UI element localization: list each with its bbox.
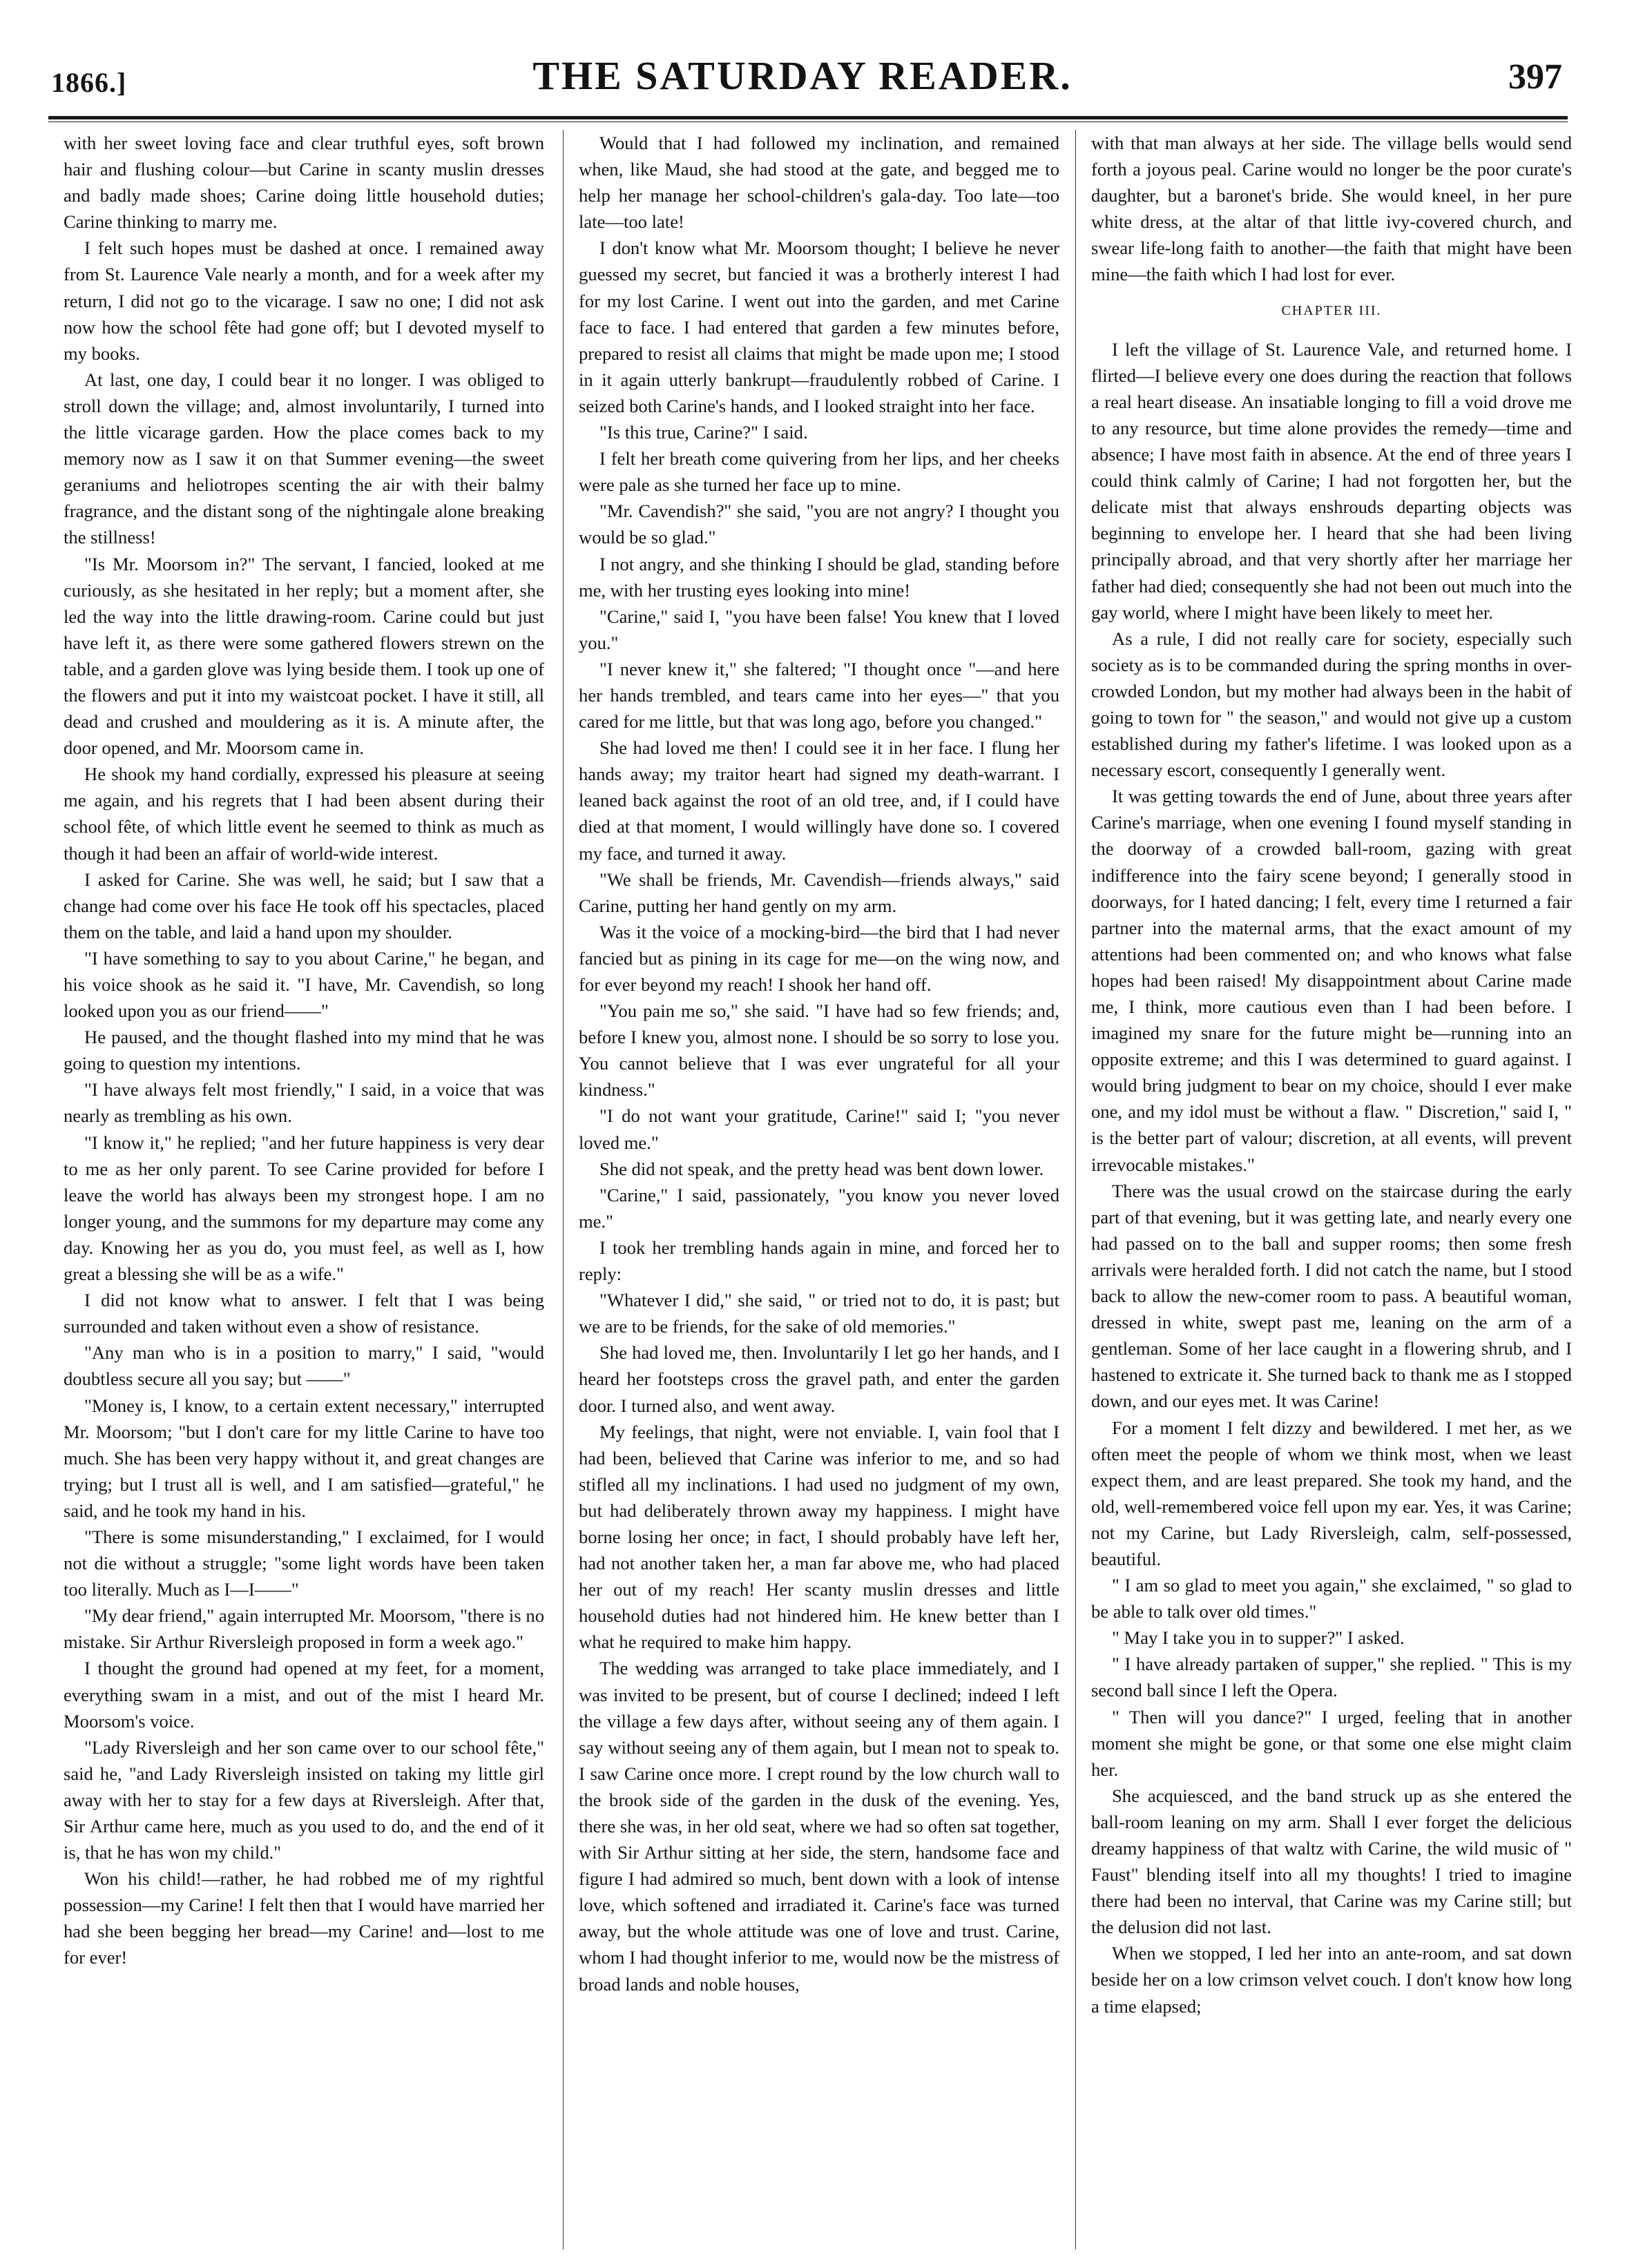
chapter-heading: CHAPTER III. — [1281, 302, 1382, 318]
column-3-before-chapter — [1091, 130, 1572, 288]
paragraph: "Is this true, Carine?" I said. — [599, 422, 808, 443]
paragraph: "Any man who is in a position to marry," I said, "would doubtless secure all you say; but ——" — [64, 1342, 544, 1390]
paragraph: I took her trembling hands again in mine, and forced her to reply: — [579, 1237, 1059, 1285]
paragraph: "I have always felt most friendly," I said, in a voice that was nearly as trembling as his own. — [64, 1079, 544, 1127]
paragraph: For a moment I felt dizzy and bewildered. I met her, as we often meet the people of whom we think most, when we least expect them, and are least prepared. She took my hand, and the old, well-remembered voice fell upon my ear. Yes, it was Carine; not my Carine, but Lady Riversleigh, calm, self-possessed, beautiful. — [1091, 1417, 1572, 1569]
column-3-after-chapter — [1091, 336, 1572, 2019]
paragraph: There was the usual crowd on the staircase during the early part of that evening, but it was getting late, and nearly every one had passed on to the ball and supper rooms; then some fresh arrivals were heralded forth. I did not catch the name, but I stood back to allow the new-comer room to pass. A beautiful woman, dressed in white, swept past me, leaning on the arm of a gentleman. Some of her lace caught in a flowering shrub, and I hastened to extricate it. She turned back to thank me as I stopped down, and our eyes met. It was Carine! — [1091, 1180, 1572, 1412]
paragraph: with that man always at her side. The village bells would send forth a joyous peal. Carine would no longer be the poor curate's daughter, but a baronet's bride. She would kneel, in her pure white dress, at the altar of that little ivy-covered church, and swear life-long faith to another—the faith that might have been mine—the faith which I had lost for ever. — [1091, 133, 1572, 285]
column-divider — [563, 130, 564, 2249]
paragraph: She acquiesced, and the band struck up as she entered the ball-room leaning on my arm. Shall I ever forget the delicious dreamy happiness of that waltz with Carine, the wild music of " Faust" blending itself into all my thoughts! I tried to imagine there had been no interval, that Carine was my Carine still; but the delusion did not last. — [1091, 1785, 1572, 1938]
paragraph: I not angry, and she thinking I should be glad, standing before me, with her trusting eyes looking into mine! — [579, 553, 1059, 601]
paragraph: "I have something to say to you about Carine," he began, and his voice shook as he said it. "I have, Mr. Cavendish, so long looked upon you as our friend——" — [64, 947, 544, 1022]
column-1 — [64, 130, 544, 2249]
paragraph: I did not know what to answer. I felt that I was being surrounded and taken without even a show of resistance. — [64, 1290, 544, 1337]
paragraph: with her sweet loving face and clear truthful eyes, soft brown hair and flushing colour—but Carine in scanty muslin dresses and badly made shoes; Carine doing little household duties; Carine thinking to marry me. — [64, 133, 544, 233]
paragraph: "I never knew it," she faltered; "I thought once "—and here her hands trembled, and tears came into her eyes—" that you cared for me little, but that was long ago, before you changed." — [579, 658, 1059, 733]
paragraph: Would that I had followed my inclination, and remained when, like Maud, she had stood at the gate, and begged me to help her manage her school-children's gala-day. Too late—too late—too late! — [579, 133, 1059, 233]
paragraph: I don't know what Mr. Moorsom thought; I believe he never guessed my secret, but fancied it was a brotherly interest I had for my lost Carine. I went out into the garden, and met Carine face to face. I had entered that garden a few minutes before, prepared to resist all claims that might be made upon me; I stood in it again utterly bankrupt—fraudulently robbed of Carine. I seized both Carine's hands, and I looked straight into her face. — [579, 238, 1059, 416]
paragraph: I left the village of St. Laurence Vale, and returned home. I flirted—I believe every one does during the reaction that follows a real heart disease. An insatiable longing to fill a void drove me to any resource, but time alone provides the remedy—time and absence; I have most faith in absence. At the end of three years I could think calmly of Carine; I had not forgotten her, but the delicate mist that always enshrouds departing objects was beginning to envelope her. I heard that she had been living principally abroad, and that very shortly after her marriage her father had died; consequently she had not been out much into the gay world, where I might have been likely to meet her. — [1091, 338, 1572, 623]
paragraph: Was it the voice of a mocking-bird—the bird that I had never fancied but as pining in its cage for me—on the wing now, and for ever beyond my reach! I shook her hand off. — [579, 921, 1059, 995]
paragraph: He shook my hand cordially, expressed his pleasure at seeing me again, and his regrets that I had been absent during their school fête, of which little event he seemed to think as much as though it had been an affair of world-wide interest. — [64, 764, 544, 864]
paragraph: " Then will you dance?" I urged, feeling that in another moment she might be gone, or that some one else might claim her. — [1091, 1706, 1572, 1780]
paragraph: " I am so glad to meet you again," she exclaimed, " so glad to be able to talk over old times." — [1091, 1575, 1572, 1622]
header-rule — [48, 116, 1568, 119]
paragraph: "There is some misunderstanding," I exclaimed, for I would not die without a struggle; "some light words have been taken too literally. Much as I—I——" — [64, 1526, 544, 1600]
paragraph: I felt such hopes must be dashed at once. I remained away from St. Laurence Vale nearly a month, and for a week after my return, I did not go to the vicarage. I saw no one; I did not ask now how the school fête had gone off; but I devoted myself to my books. — [64, 238, 544, 364]
paragraph: "We shall be friends, Mr. Cavendish—friends always," said Carine, putting her hand gently on my arm. — [579, 869, 1059, 916]
paragraph: "You pain me so," she said. "I have had so few friends; and, before I knew you, almost none. I should be so sorry to lose you. You cannot believe that I was ever ungrateful for all your kindness." — [579, 1000, 1059, 1101]
paragraph: "Whatever I did," she said, " or tried not to do, it is past; but we are to be friends, for the sake of old memories." — [579, 1290, 1059, 1337]
page-number: 397 — [1508, 57, 1562, 97]
paragraph: "Is Mr. Moorsom in?" The servant, I fancied, looked at me curiously, as she hesitated in her reply; but a moment after, she led the way into the little drawing-room. Carine could but just have left it, as there were some gathered flowers strewn on the table, and a garden glove was lying beside them. I took up one of the flowers and put it into my waistcoat pocket. I have it still, all dead and crushed and mouldering as it is. A minute after, the door opened, and Mr. Moorsom came in. — [64, 553, 544, 759]
paragraph: "Money is, I know, to a certain extent necessary," interrupted Mr. Moorsom; "but I don't care for my little Carine to have too much. She has been very happy without it, and great changes are trying; but I trust all is well, and I am satisfied—grateful," he said, and he took my hand in his. — [64, 1395, 544, 1521]
page-header — [43, 47, 1562, 113]
paragraph: My feelings, that night, were not enviable. I, vain fool that I had been, believed that Carine was inferior to me, and so had stifled all my inclinations. I had used no judgment of my own, but had deliberately thrown away my happiness. I might have borne losing her once; in fact, I should probably have left her, had not another taken her, a man far above me, who had placed her out of my reach! Her scanty muslin dresses and little household duties had not hindered him. He knew better than I what he required to make him happy. — [579, 1421, 1059, 1653]
column-divider — [1075, 130, 1076, 2249]
paragraph: "Mr. Cavendish?" she said, "you are not angry? I thought you would be so glad." — [579, 501, 1059, 548]
column-2 — [579, 130, 1059, 2249]
paragraph: " May I take you in to supper?" I asked. — [1112, 1627, 1405, 1649]
paragraph: She had loved me then! I could see it in her face. I flung her hands away; my traitor heart had signed my death-warrant. I leaned back against the root of an old tree, and, if I could have died at that moment, I would willingly have done so. I covered my face, and turned it away. — [579, 737, 1059, 864]
paragraph: He paused, and the thought flashed into my mind that he was going to question my intentions. — [64, 1027, 544, 1074]
paragraph: "Carine," I said, passionately, "you know you never loved me." — [579, 1184, 1059, 1232]
header-year: 1866.] — [51, 67, 127, 98]
paragraph: She did not speak, and the pretty head was bent down lower. — [599, 1158, 1044, 1179]
paragraph: "I know it," he replied; "and her future happiness is very dear to me as her only parent. To see Carine provided for before I leave the world has always been my strongest hope. I am no longer young, and the summons for my departure may come any day. Knowing her as you do, you must feel, as well as I, how great a blessing she will be as a wife." — [64, 1132, 544, 1285]
paragraph: I asked for Carine. She was well, he said; but I saw that a change had come over his face He took off his spectacles, placed them on the table, and laid a hand upon my shoulder. — [64, 869, 544, 942]
paragraph: The wedding was arranged to take place immediately, and I was invited to be present, but of course I declined; indeed I left the village a few days after, without seeing any of them again. I say without seeing any of them again, but I mean not to speak to. I saw Carine once more. I crept round by the low church wall to the brook side of the garden in the dusk of the evening. Yes, there she was, in her old seat, where we had so often sat together, with Sir Arthur sitting at her side, the stern, handsome face and figure I had admired so much, bent down with a look of intense love, which softened and irradiated it. Carine's face was turned away, but the whole attitude was one of love and trust. Carine, whom I had thought inferior to me, would now be the mistress of broad lands and noble houses, — [579, 1658, 1059, 1995]
paragraph: Won his child!—rather, he had robbed me of my rightful possession—my Carine! I felt then that I would have married her had she been begging her bread—my Carine! and—lost to me for ever! — [64, 1868, 544, 1968]
paragraph: When we stopped, I led her into an ante-room, and sat down beside her on a low crimson velvet couch. I don't know how long a time elapsed; — [1091, 1943, 1572, 2017]
paragraph: " I have already partaken of supper," she replied. " This is my second ball since I left the Opera. — [1091, 1654, 1572, 1701]
paragraph: She had loved me, then. Involuntarily I let go her hands, and I heard her footsteps cross the gravel path, and enter the garden door. I turned also, and went away. — [579, 1342, 1059, 1416]
column-3 — [1091, 130, 1572, 2249]
paragraph: "My dear friend," again interrupted Mr. Moorsom, "there is no mistake. Sir Arthur Riversleigh proposed in form a week ago." — [64, 1605, 544, 1653]
paragraph: At last, one day, I could bear it no longer. I was obliged to stroll down the village; and, almost involuntarily, I turned into the little vicarage garden. How the place comes back to my memory now as I saw it on that Summer evening—the sweet geraniums and heliotropes scenting the air with their balmy fragrance, and the distant song of the nightingale alone breaking the stillness! — [64, 369, 544, 548]
paragraph: "Carine," said I, "you have been false! You knew that I loved you." — [579, 605, 1059, 653]
paragraph: I felt her breath come quivering from her lips, and her cheeks were pale as she turned her face up to mine. — [579, 448, 1059, 496]
paragraph: "I do not want your gratitude, Carine!" said I; "you never loved me." — [579, 1105, 1059, 1153]
paragraph: It was getting towards the end of June, about three years after Carine's marriage, when one evening I found myself standing in the doorway of a crowded ball-room, gazing with great indifference into the fairy scene beyond; I generally stood in doorways, for I hated dancing; I felt, every time I returned a fair partner into the maternal arms, that the exact amount of my attentions had been commented on; and who knows what false hopes had been raised! My disappointment about Carine made me, I think, more cautious even than I had been before. I imagined my snare for the future might be—running into an opposite extreme; and this I was determined to guard against. I would bring judgment to bear on my choice, should I ever make one, and my idol must be without a flaw. " Discretion," said I, " is the better part of valour; discretion, at all events, will prevent irrevocable mistakes." — [1091, 786, 1572, 1175]
publication-title: THE SATURDAY READER. — [532, 53, 1073, 98]
paragraph: I thought the ground had opened at my feet, for a moment, everything swam in a mist, and out of the mist I heard Mr. Moorsom's voice. — [64, 1658, 544, 1732]
paragraph: "Lady Riversleigh and her son came over to our school fête," said he, "and Lady Riversleigh insisted on taking my little girl away with her to stay for a few days at Riversleigh. After that, Sir Arthur came here, much as you used to do, and the end of it is, that he has won my child." — [64, 1736, 544, 1863]
paragraph: As a rule, I did not really care for society, especially such society as is to be commanded during the spring months in over-crowded London, but my mother had always been in the habit of going to town for " the season," and would not give up a custom established during my father's lifetime. I was looked upon as a necessary escort, consequently I generally went. — [1091, 628, 1572, 781]
